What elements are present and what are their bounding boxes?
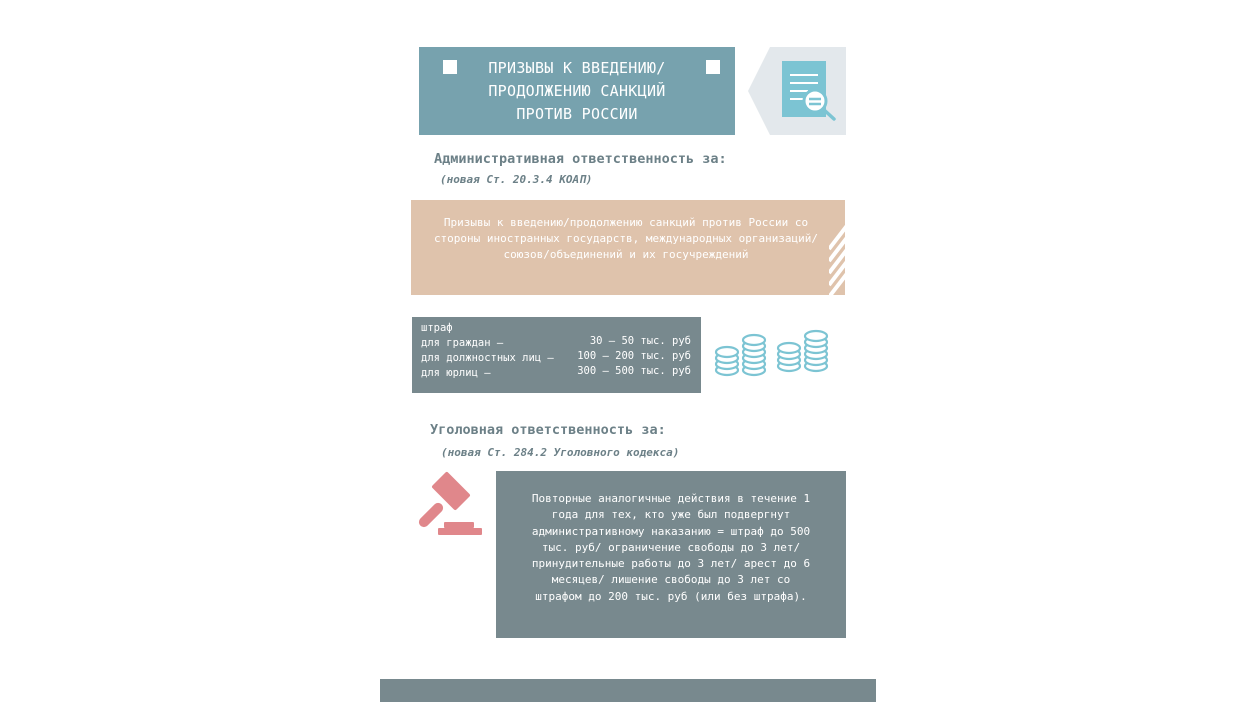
gavel-icon — [418, 470, 486, 538]
fine-row-who: для должностных лиц – — [421, 352, 554, 364]
fine-row-amount: 300 – 500 тыс. руб — [577, 365, 691, 377]
fine-table — [412, 317, 701, 393]
coins-icon — [712, 326, 834, 380]
decor-square-left — [443, 60, 457, 74]
criminal-article: (новая Ст. 284.2 Уголовного кодекса) — [441, 446, 680, 459]
fine-row-who: для граждан – — [421, 337, 504, 349]
administrative-article: (новая Ст. 20.3.4 КОАП) — [440, 173, 593, 186]
fine-row-who: для юрлиц – — [421, 367, 491, 379]
administrative-description-box — [411, 200, 845, 295]
stripe-decoration — [829, 225, 845, 295]
decor-square-right — [706, 60, 720, 74]
footer-bar — [380, 679, 876, 702]
administrative-description: Призывы к введению/продолжению санкций против России со стороны иностранных государств, международных организаций/союзов/объединений и их госучреждений — [433, 216, 819, 261]
fine-row-amount: 30 – 50 тыс. руб — [589, 335, 691, 347]
administrative-heading: Административная ответственность за: — [434, 151, 727, 167]
fine-label: штраф — [421, 322, 453, 334]
criminal-description-box — [496, 471, 846, 638]
document-search-icon — [748, 47, 846, 135]
fine-row-amount: 100 – 200 тыс. руб — [577, 350, 691, 362]
criminal-description: Повторные аналогичные действия в течение 1 года для тех, кто уже был подвергнут административному наказанию = штраф до 500 тыс. руб/ ограничение свободы до 3 лет/ принудительные работы до 3 лет/ арест до 6 месяцев/ лишение свободы до 3 лет со штрафом до 200 тыс. руб (или без штрафа). — [531, 492, 811, 603]
criminal-heading: Уголовная ответственность за: — [430, 422, 666, 438]
title-banner — [419, 47, 735, 135]
page-title: ПРИЗЫВЫ К ВВЕДЕНИЮ/ ПРОДОЛЖЕНИЮ САНКЦИЙ ПРОТИВ РОССИИ — [488, 58, 666, 123]
